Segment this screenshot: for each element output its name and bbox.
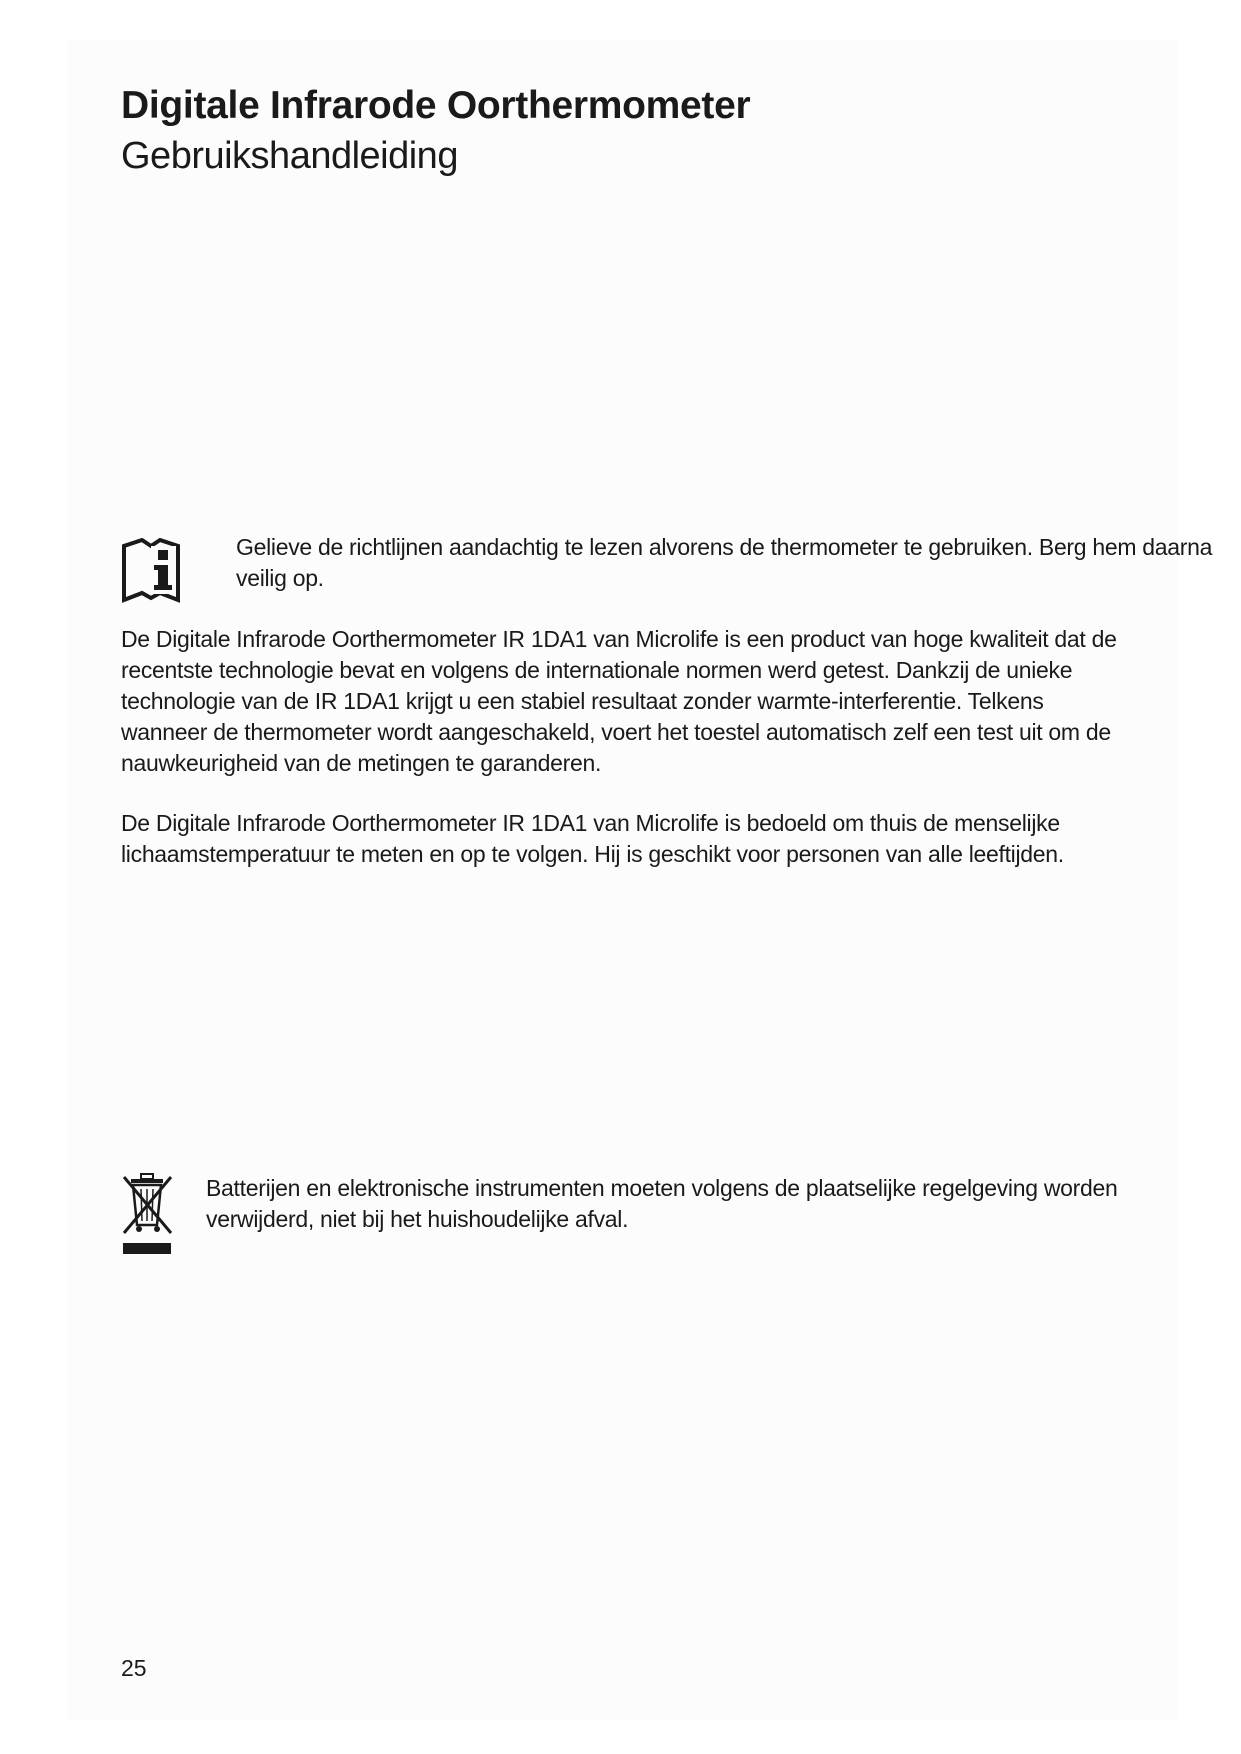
page-subtitle: Gebruikshandleiding [121,135,458,177]
info-book-icon [121,538,181,604]
intro-paragraph: De Digitale Infrarode Oorthermometer IR 1DA1 van Microlife is een product van hoge kwaliteit dat de recentste technologie bevat en volgens de internationale normen werd getest. Dankzij de unieke technologie van de IR 1DA1 krijgt u een stabiel resultaat zonder warmte-interferentie. Telkens wanneer de thermometer wordt aangeschakeld, voert het toestel automatisch zelf een test uit om de nauwkeurigheid van de metingen te garanderen. [121,626,1117,776]
page-title: Digitale Infrarode Oorthermometer [121,84,751,127]
page-sheet [68,40,1178,1720]
purpose-paragraph: De Digitale Infrarode Oorthermometer IR 1DA1 van Microlife is bedoeld om thuis de menselijke lichaamstemperatuur te meten en op te volgen. Hij is geschikt voor personen van alle leeftijden. [121,810,1064,867]
crossed-out-bin-icon [121,1173,177,1257]
notice-text: Gelieve de richtlijnen aandachtig te lezen alvorens de thermometer te gebruiken. Berg hem daarna veilig op. [236,534,1213,591]
page-number: 25 [121,1655,147,1681]
disposal-text: Batterijen en elektronische instrumenten moeten volgens de plaatselijke regelgeving worden verwijderd, niet bij het huishoudelijke afval. [206,1175,1118,1232]
